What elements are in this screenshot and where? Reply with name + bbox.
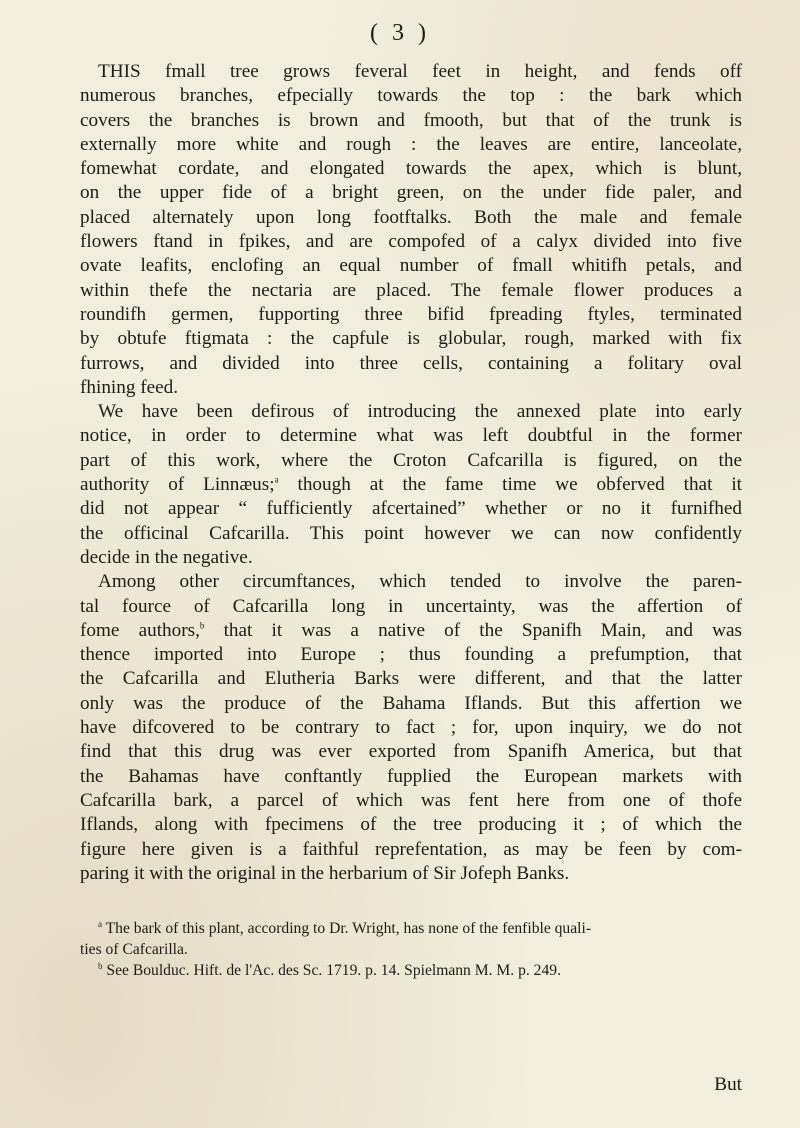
text-fragment: that it was a native of the Spanifh Main, and was	[204, 619, 742, 641]
footnotes	[80, 918, 742, 981]
page-number: ( 3 )	[370, 20, 430, 46]
text-line: tal fource of Cafcarilla long in uncertainty, was the affertion of	[80, 595, 742, 617]
text-line: within thefe the nectaria are placed. The female flower produces a	[80, 279, 742, 301]
footnote-text: See Boulduc. Hift. de l'Ac. des Sc. 1719. p. 14. Spielmann M. M. p. 249.	[106, 962, 561, 979]
text-line: Cafcarilla bark, a parcel of which was fent here from one of thofe	[80, 789, 742, 811]
text-line: have difcovered to be contrary to fact ; for, upon inquiry, we do not	[80, 717, 742, 739]
text-fragment: authority of Linnæus;	[80, 474, 275, 496]
text-line: paring it with the original in the herbarium of Sir Jofeph Banks.	[80, 862, 570, 884]
text-line: furrows, and divided into three cells, containing a folitary oval	[80, 352, 742, 374]
text-line: only was the produce of the Bahama Iflands. But this affertion we	[80, 692, 742, 714]
text-line: thence imported into Europe ; thus founding a prefumption, that	[80, 644, 742, 666]
text-line: placed alternately upon long footftalks. Both the male and female	[80, 206, 742, 228]
text-line: the Bahamas have conftantly fupplied the European markets with	[80, 765, 742, 787]
text-line: fhining feed.	[80, 376, 179, 398]
footnote-marker-b: b	[98, 960, 103, 971]
text-line: ovate leafits, enclofing an equal number of fmall whitifh petals, and	[80, 255, 742, 277]
footnote-b	[80, 960, 742, 981]
text-line: on the upper fide of a bright green, on the under fide paler, and	[80, 182, 742, 204]
text-line: externally more white and rough : the leaves are entire, lanceolate,	[80, 133, 742, 155]
text-line: THIS fmall tree grows feveral feet in height, and fends off	[98, 61, 742, 82]
text-line: decide in the negative.	[80, 546, 253, 568]
text-line: the officinal Cafcarilla. This point however we can now confidently	[80, 522, 742, 544]
body-text	[80, 60, 742, 886]
text-line: Among other circumftances, which tended to involve the paren-	[98, 571, 742, 593]
text-line: the Cafcarilla and Elutheria Barks were different, and that the latter	[80, 668, 742, 690]
text-line-with-footnote-ref	[80, 473, 742, 497]
footnote-ref-a: a	[274, 474, 279, 485]
text-line: We have been defirous of introducing the annexed plate into early	[98, 401, 742, 423]
text-fragment: though at the fame time we obferved that it	[278, 474, 743, 496]
text-line: flowers ftand in fpikes, and are compofed of a calyx divided into five	[80, 231, 742, 253]
footnote-a	[80, 918, 742, 939]
footnote-marker-a: a	[98, 918, 102, 929]
footnote-continuation: ties of Cafcarilla.	[80, 941, 188, 958]
text-fragment: fome authors,	[80, 619, 200, 641]
text-line: by obtufe ftigmata : the capfule is globular, rough, marked with fix	[80, 328, 742, 350]
text-line: Iflands, along with fpecimens of the tree producing it ; of which the	[80, 814, 742, 836]
text-line: find that this drug was ever exported from Spanifh America, but that	[80, 741, 742, 763]
footnote-text: The bark of this plant, according to Dr. Wright, has none of the fenfible quali-	[105, 920, 592, 937]
catchword: But	[714, 1074, 742, 1095]
text-line: numerous branches, efpecially towards the top : the bark which	[80, 85, 742, 107]
text-line: covers the branches is brown and fmooth, but that of the trunk is	[80, 109, 742, 131]
text-line: did not appear “ fufficiently afcertained” whether or no it furnifhed	[80, 498, 742, 520]
text-line: figure here given is a faithful reprefentation, as may be feen by com-	[80, 838, 742, 860]
text-line: fomewhat cordate, and elongated towards the apex, which is blunt,	[80, 158, 742, 180]
text-line: notice, in order to determine what was left doubtful in the former	[80, 425, 742, 447]
text-line-with-footnote-ref	[80, 619, 742, 643]
text-line: part of this work, where the Croton Cafcarilla is figured, on the	[80, 449, 742, 471]
footnote-ref-b: b	[199, 620, 205, 631]
text-line: roundifh germen, fupporting three bifid fpreading ftyles, terminated	[80, 303, 742, 325]
